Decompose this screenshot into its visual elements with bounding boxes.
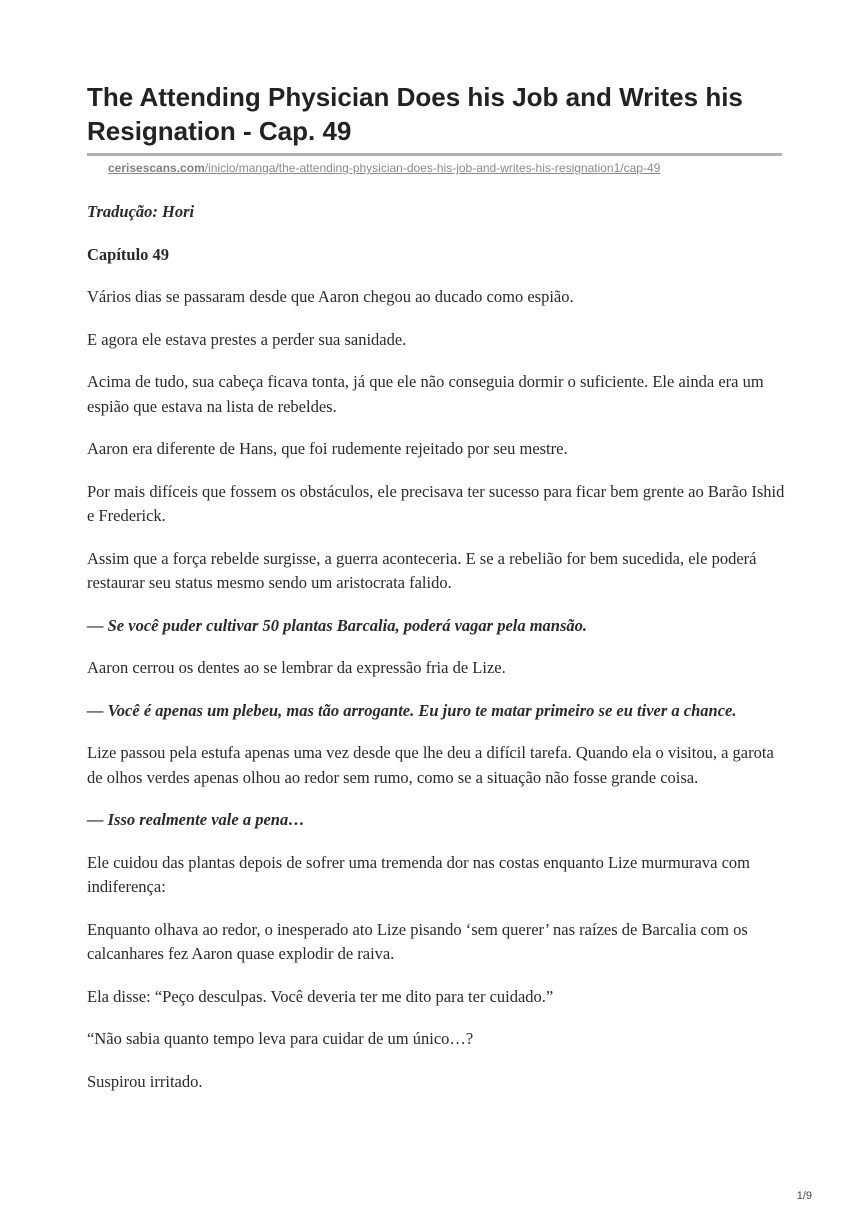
- paragraph: “Não sabia quanto tempo leva para cuidar de um único…?: [87, 1029, 474, 1048]
- source-link[interactable]: [108, 160, 660, 176]
- title-divider: [87, 153, 782, 156]
- paragraph: Lize passou pela estufa apenas uma vez desde que lhe deu a difícil tarefa. Quando ela o visitou, a garota de olhos verdes apenas olhou ao redor sem rumo, como se a situação não fosse grande coisa.: [87, 743, 774, 787]
- page-number: 1/9: [796, 1190, 812, 1202]
- chapter-content: [87, 200, 787, 1112]
- paragraph: Suspirou irritado.: [87, 1071, 203, 1091]
- paragraph: Assim que a força rebelde surgisse, a guerra aconteceria. E se a rebelião for bem sucedida, ele poderá restaurar seu status mesmo sendo um aristocrata falido.: [87, 548, 757, 592]
- paragraph: Vários dias se passaram desde que Aaron chegou ao ducado como espião.: [87, 287, 574, 306]
- dialogue-paragraph: — Se você puder cultivar 50 plantas Barcalia, poderá vagar pela mansão.: [87, 615, 588, 635]
- paragraph: Aaron era diferente de Hans, que foi rudemente rejeitado por seu mestre.: [87, 439, 568, 458]
- page-title: The Attending Physician Does his Job and Writes his Resignation - Cap. 49: [87, 82, 743, 146]
- paragraph: Ele cuidou das plantas depois de sofrer uma tremenda dor nas costas enquanto Lize murmurava com indiferença:: [87, 852, 750, 896]
- paragraph: Ela disse: “Peço desculpas. Você deveria ter me dito para ter cuidado.”: [87, 986, 554, 1006]
- chapter-heading: Capítulo 49: [87, 244, 170, 264]
- translator-credit: Tradução: Hori: [87, 202, 195, 221]
- source-path[interactable]: /inicio/manga/the-attending-physician-does-his-job-and-writes-his-resignation1/cap-49: [204, 161, 661, 175]
- paragraph: Enquanto olhava ao redor, o inesperado ato Lize pisando ‘sem querer’ nas raízes de Barcalia com os calcanhares fez Aaron quase explodir de raiva.: [87, 919, 748, 963]
- paragraph: Acima de tudo, sua cabeça ficava tonta, já que ele não conseguia dormir o suficiente. Ele ainda era um espião que estava na lista de rebeldes.: [87, 372, 764, 416]
- paragraph: Por mais difíceis que fossem os obstáculos, ele precisava ter sucesso para ficar bem grente ao Barão Ishid e Frederick.: [87, 481, 785, 525]
- paragraph: E agora ele estava prestes a perder sua sanidade.: [87, 329, 407, 349]
- dialogue-paragraph: — Isso realmente vale a pena…: [87, 810, 305, 829]
- dialogue-paragraph: — Você é apenas um plebeu, mas tão arrogante. Eu juro te matar primeiro se eu tiver a chance.: [87, 700, 737, 720]
- paragraph: Aaron cerrou os dentes ao se lembrar da expressão fria de Lize.: [87, 658, 506, 677]
- source-domain[interactable]: cerisescans.com: [108, 161, 205, 175]
